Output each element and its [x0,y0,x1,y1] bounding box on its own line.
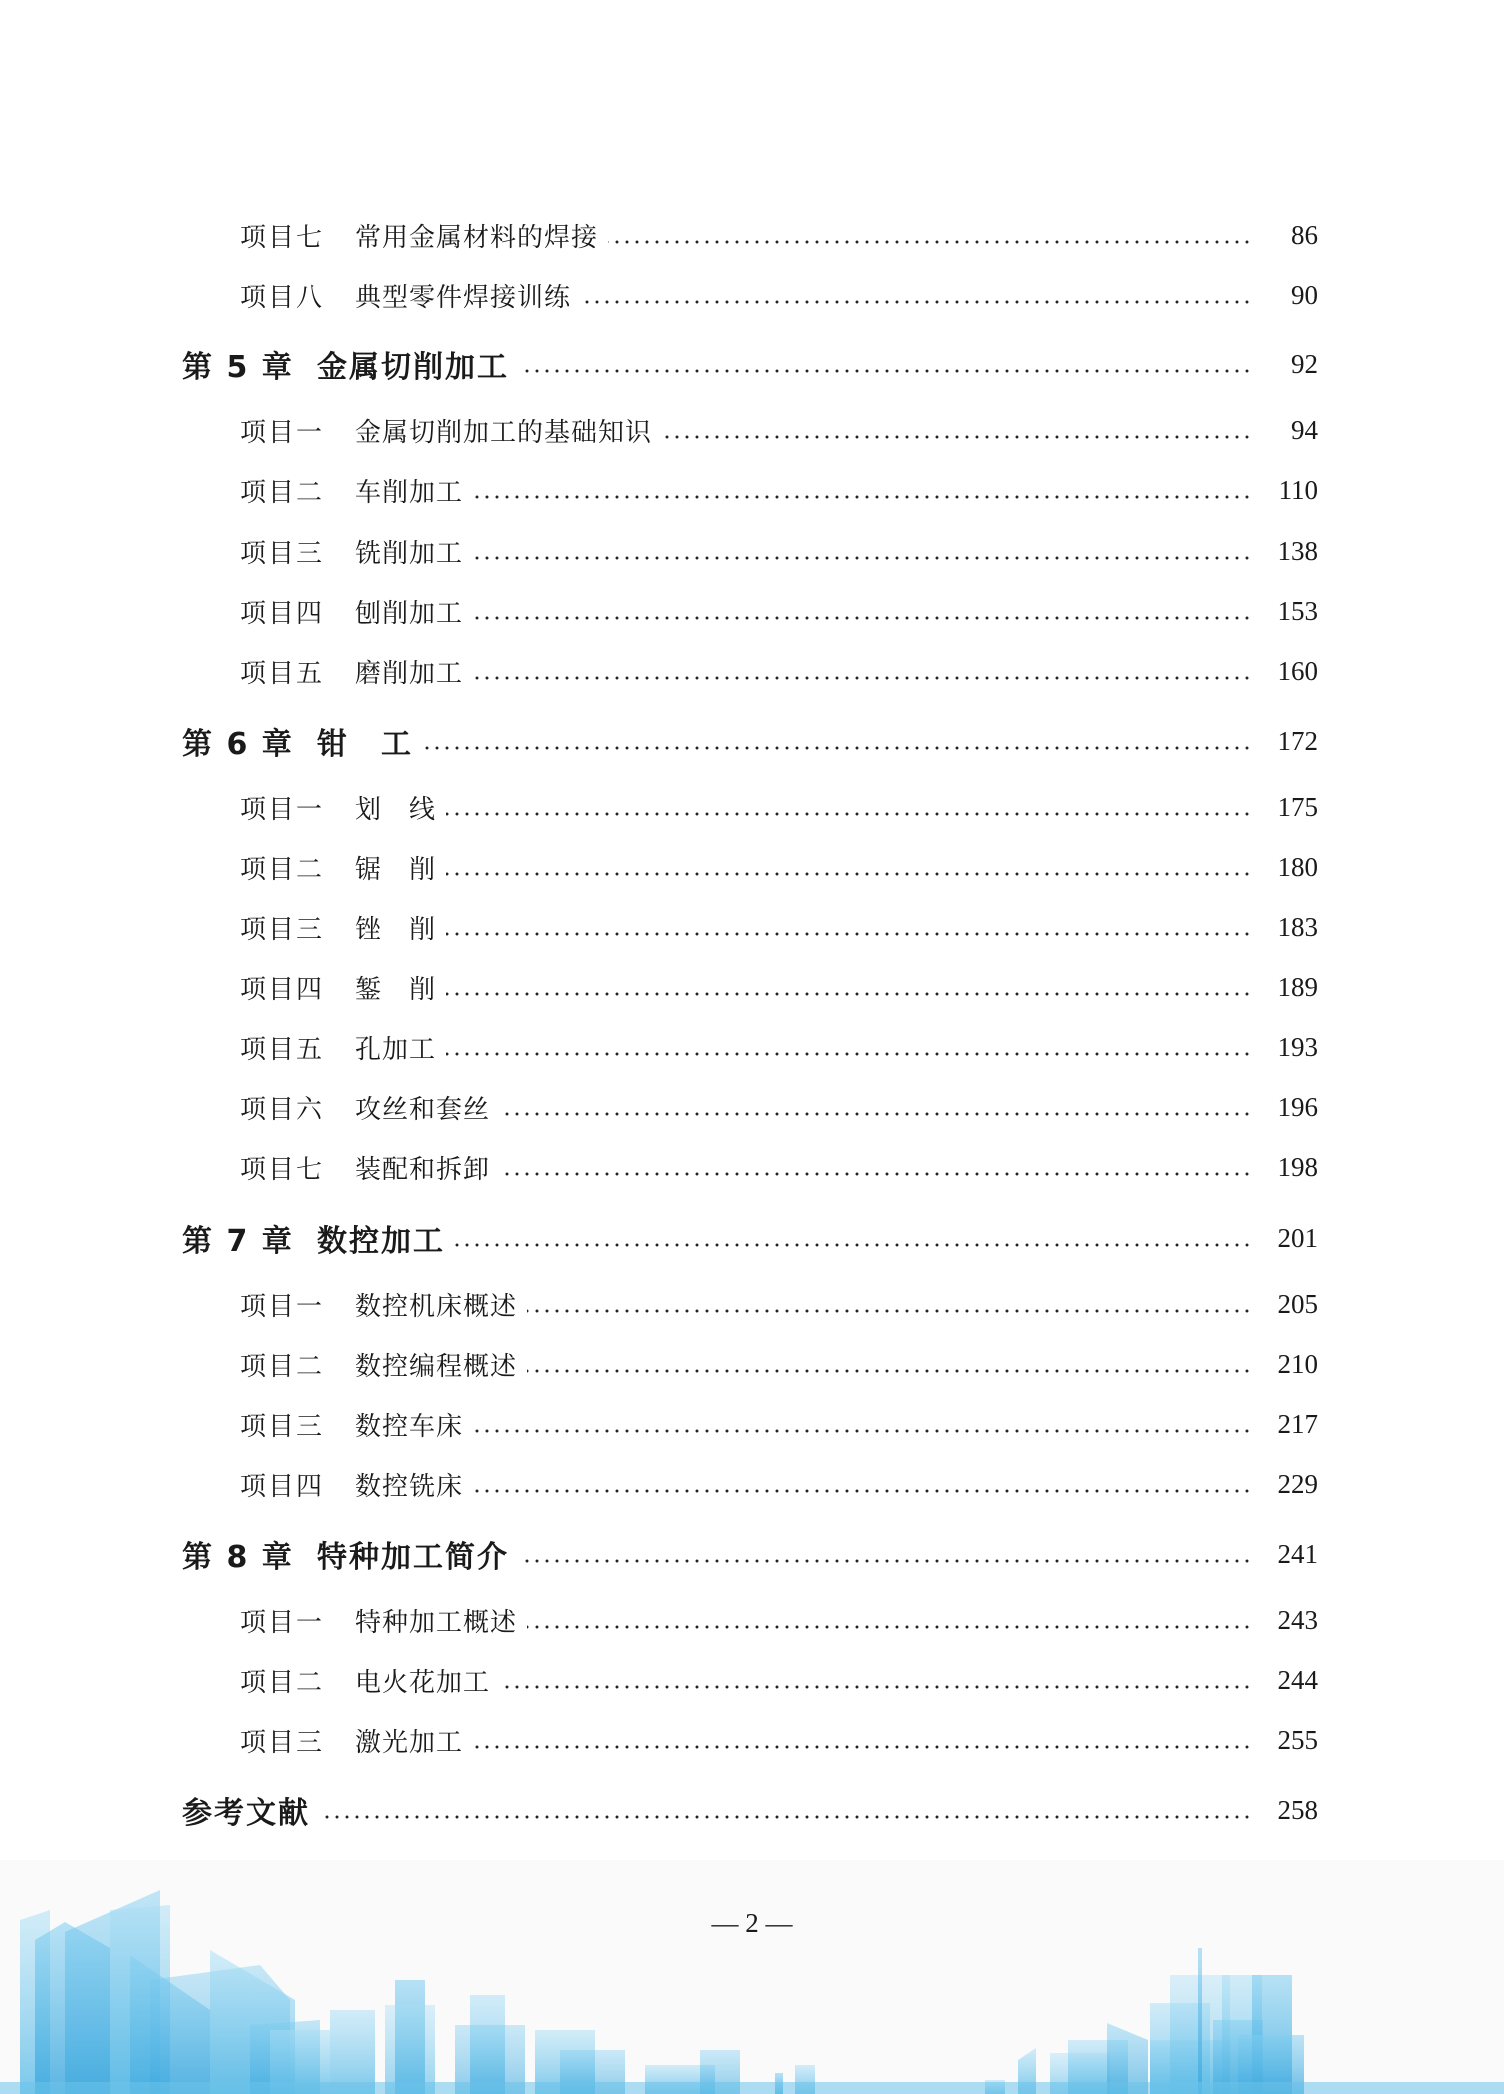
item-title: 典型零件焊接训练 [355,282,572,313]
toc-item-row[interactable] [0,1025,1504,1069]
item-title: 装配和拆卸 [355,1154,491,1185]
item-title: 常用金属材料的焊接 [355,222,599,253]
city-skyline-icon [0,1860,1504,2094]
toc-item-row[interactable] [0,905,1504,949]
page-reference: 196 [1277,1091,1318,1122]
toc-chapter-row[interactable] [0,1216,1504,1260]
dot-leader [527,1309,1252,1313]
page-reference: 180 [1277,851,1318,882]
page-reference: 243 [1277,1604,1318,1635]
toc-chapter-row[interactable] [0,342,1504,386]
item-title: 车削加工 [355,477,464,508]
toc-item-row[interactable] [0,1718,1504,1762]
item-title: 数控铣床 [355,1471,464,1502]
page-reference: 217 [1277,1408,1318,1439]
dot-leader [320,1815,1252,1819]
chapter-title: 金属切削加工 [317,350,509,385]
dot-leader [662,435,1252,439]
chapter-number: 第 6 章 [182,727,294,762]
dot-leader [446,872,1252,876]
chapter-number: 第 8 章 [182,1540,294,1575]
page-reference: 201 [1277,1222,1318,1253]
dot-leader [473,616,1252,620]
footer-band [0,1860,1504,2094]
item-title: 特种加工概述 [355,1607,518,1638]
chapter-title: 钳 工 [317,727,413,762]
toc-item-row[interactable] [0,213,1504,257]
dot-leader [473,1489,1252,1493]
item-number: 项目三 [240,538,325,569]
item-number: 项目七 [240,222,325,253]
toc-chapter-row[interactable] [0,1532,1504,1576]
item-title: 锯 削 [355,854,437,885]
item-title: 划 线 [355,794,437,825]
dot-leader [473,1429,1252,1433]
item-number: 项目五 [240,658,325,689]
page-reference: 110 [1278,474,1318,505]
item-number: 项目八 [240,282,325,313]
toc-item-row[interactable] [0,273,1504,317]
page-reference: 244 [1277,1664,1318,1695]
toc-item-row[interactable] [0,845,1504,889]
page-reference: 94 [1291,414,1318,445]
item-number: 项目一 [240,1291,325,1322]
page-reference: 92 [1291,348,1318,379]
dot-leader [519,369,1252,373]
page-number: — 2 — [711,1908,793,1938]
item-title: 孔加工 [355,1034,437,1065]
dot-leader [446,992,1252,996]
page-reference: 160 [1277,655,1318,686]
dot-leader [500,1685,1252,1689]
page-reference: 229 [1277,1468,1318,1499]
page-reference: 258 [1277,1794,1318,1825]
dot-leader [581,300,1252,304]
item-number: 项目三 [240,1411,325,1442]
dot-leader [473,676,1252,680]
page-reference: 183 [1277,911,1318,942]
toc-item-row[interactable] [0,529,1504,573]
toc-item-row[interactable] [0,468,1504,512]
toc-item-row[interactable] [0,785,1504,829]
toc-item-row[interactable] [0,1402,1504,1446]
item-number: 项目三 [240,1727,325,1758]
item-title: 金属切削加工的基础知识 [355,417,653,448]
dot-leader [446,812,1252,816]
dot-leader [500,1172,1252,1176]
page-reference: 86 [1291,219,1318,250]
item-number: 项目三 [240,914,325,945]
toc-item-row[interactable] [0,1145,1504,1189]
chapter-number: 第 5 章 [182,350,294,385]
dot-leader [608,240,1252,244]
item-number: 项目四 [240,974,325,1005]
toc-item-row[interactable] [0,589,1504,633]
item-title: 激光加工 [355,1727,464,1758]
dot-leader [473,495,1252,499]
toc-item-row[interactable] [0,1462,1504,1506]
page-reference: 138 [1277,535,1318,566]
page-reference: 193 [1277,1031,1318,1062]
toc-item-row[interactable] [0,1085,1504,1129]
item-title: 锉 削 [355,914,437,945]
item-number: 项目二 [240,854,325,885]
page-reference: 241 [1277,1538,1318,1569]
item-number: 项目一 [240,794,325,825]
page-reference: 153 [1277,595,1318,626]
item-title: 攻丝和套丝 [355,1094,491,1125]
toc-item-row[interactable] [0,965,1504,1009]
page-reference: 189 [1277,971,1318,1002]
dot-leader [446,932,1252,936]
item-title: 数控车床 [355,1411,464,1442]
page-reference: 172 [1277,725,1318,756]
dot-leader [527,1369,1252,1373]
item-number: 项目二 [240,1351,325,1382]
chapter-number: 第 7 章 [182,1224,294,1259]
toc-item-row[interactable] [0,1282,1504,1326]
dot-leader [446,1052,1252,1056]
dot-leader [473,556,1252,560]
page-reference: 90 [1291,279,1318,310]
item-title: 电火花加工 [355,1667,491,1698]
item-number: 项目七 [240,1154,325,1185]
toc-item-row[interactable] [0,408,1504,452]
item-number: 项目二 [240,1667,325,1698]
item-number: 项目二 [240,477,325,508]
item-title: 錾 削 [355,974,437,1005]
item-title: 数控编程概述 [355,1351,518,1382]
page-reference: 255 [1277,1724,1318,1755]
toc-item-row[interactable] [0,1598,1504,1642]
item-title: 铣削加工 [355,538,464,569]
page-reference: 198 [1277,1151,1318,1182]
chapter-title: 数控加工 [317,1224,445,1259]
item-number: 项目六 [240,1094,325,1125]
dot-leader [455,1243,1252,1247]
item-number: 项目一 [240,1607,325,1638]
chapter-title: 参考文献 [182,1796,310,1831]
toc-item-row[interactable] [0,649,1504,693]
dot-leader [473,1745,1252,1749]
item-number: 项目五 [240,1034,325,1065]
toc-chapter-row[interactable] [0,719,1504,763]
item-title: 数控机床概述 [355,1291,518,1322]
dot-leader [423,746,1252,750]
item-number: 项目一 [240,417,325,448]
item-title: 磨削加工 [355,658,464,689]
item-number: 项目四 [240,598,325,629]
chapter-title: 特种加工简介 [317,1540,509,1575]
dot-leader [527,1625,1252,1629]
item-title: 刨削加工 [355,598,464,629]
page-reference: 210 [1277,1348,1318,1379]
toc-chapter-row[interactable] [0,1788,1504,1832]
page-reference: 205 [1277,1288,1318,1319]
toc-item-row[interactable] [0,1658,1504,1702]
dot-leader [500,1112,1252,1116]
dot-leader [519,1559,1252,1563]
toc-item-row[interactable] [0,1342,1504,1386]
page-reference: 175 [1277,791,1318,822]
item-number: 项目四 [240,1471,325,1502]
